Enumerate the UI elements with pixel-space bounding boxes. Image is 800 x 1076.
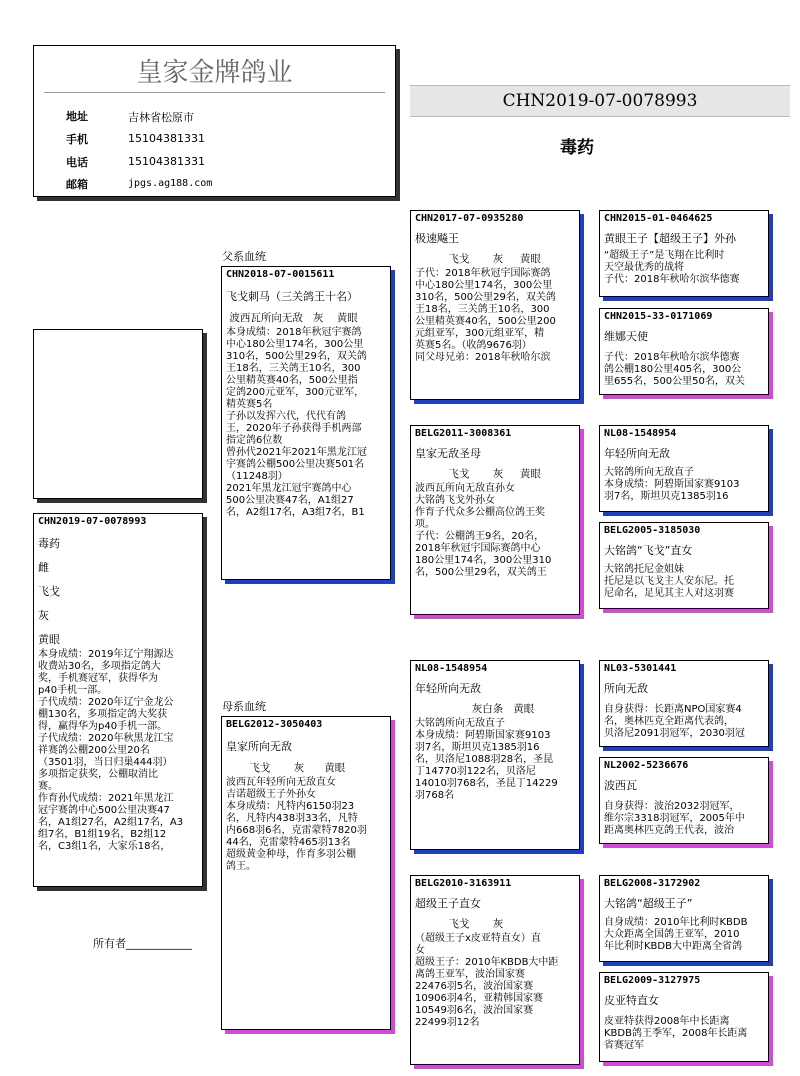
text-line: 本身成绩：凡特内6150羽23	[226, 801, 355, 812]
text-line: 托尼是以飞戈主人安东尼。托	[604, 576, 734, 587]
company-name: 皇家金牌鸽业	[136, 58, 293, 88]
father-line-label: 父系血统	[222, 250, 266, 263]
text-line: 省赛冠军	[604, 1040, 644, 1051]
text-line: 距离奥林匹克鸽王代表，波治	[604, 825, 734, 836]
mobile-label: 手机	[66, 133, 88, 146]
achievement-text	[411, 481, 579, 579]
text-line: 公里精英赛40名，500公里200	[415, 316, 556, 327]
achievement-text	[411, 931, 579, 1029]
ring-number: CHN2017-07-0935280	[415, 213, 524, 224]
text-line: 作育子代众多公棚高位鸽王奖	[415, 507, 545, 518]
text-line: 吉诺超级王子外孙女	[226, 789, 316, 800]
text-line: 同父母兄弟：2018年秋哈尔滨	[415, 352, 551, 363]
text-line: 组7名，B1组19名，B2组12	[38, 829, 167, 840]
text-line: 名，500公里29名，双关鸽王	[415, 567, 547, 578]
text-line: 冠宇赛鸽中心500公里决赛47	[38, 805, 170, 816]
ring-number: BELG2010-3163911	[415, 878, 512, 889]
ring-number: CHN2018-07-0015611	[226, 269, 335, 280]
paternal-grandmother-card	[410, 425, 580, 615]
photo-box	[33, 329, 203, 499]
text-line: （3501羽，当日归巢444羽）	[38, 757, 173, 768]
text-line: 自身获得：长距离NPO国家赛4	[604, 704, 742, 715]
text-line: 子代成绩：2020年辽宁金龙公	[38, 697, 174, 708]
text-line: 离鸽王亚军，波治国家赛	[415, 969, 525, 980]
pigeon-name: 维娜天使	[604, 330, 648, 343]
text-line: 收费站30名，多项指定鸽大	[38, 661, 161, 672]
owner-panel	[33, 45, 396, 197]
header-name: 毒药	[560, 138, 594, 158]
mother-line-label: 母系血统	[222, 700, 266, 713]
maternal-grandmother-card	[410, 875, 580, 1065]
text-line: 超级王子：2010年KBDB大中距	[415, 957, 559, 968]
text-line: 子代成绩：2020年秋黑龙江宝	[38, 733, 174, 744]
text-line: 祥赛鸽公棚200公里20名	[38, 745, 150, 756]
text-line: 王，2020年子孙获得手机两部	[226, 423, 362, 434]
text-line: 赛。	[38, 781, 58, 792]
text-line: 2021年黑龙江冠宇赛鸽中心	[226, 483, 352, 494]
pigeon-name: 皇家所向无敌	[226, 740, 292, 753]
text-line: 贝洛尼2091羽冠军，2030羽冠	[604, 728, 745, 739]
text-line: 大铭鸽托尼金姐妹	[604, 564, 684, 575]
text-line: 2018年秋冠宇国际赛鸽中心	[415, 543, 541, 554]
text-line: 波西瓦所向无敌直孙女	[415, 483, 515, 494]
text-line: （11248羽）	[226, 471, 288, 482]
ring-number: BELG2011-3008361	[415, 428, 512, 439]
text-line: 大铭鸽飞戈外孙女	[415, 495, 495, 506]
text-line: 曾孙代2021年2021年黑龙江冠	[226, 447, 367, 458]
ring-number: NL2002-5236676	[604, 760, 689, 771]
achievement-text	[222, 775, 390, 873]
great-grandparent-card	[599, 757, 769, 844]
text-line: 羽7名，斯坦贝克1385羽16	[604, 491, 729, 502]
text-line: 310名，500公里29名，双关鸽	[226, 351, 367, 362]
pigeon-eye: 黄眼	[38, 633, 60, 646]
text-line: 名，凡特内438羽33名，凡特	[226, 813, 358, 824]
text-line: 名，C3组1名，大家乐18名，	[38, 841, 171, 852]
pigeon-name: 皮亚特直女	[604, 994, 659, 1007]
ring-number: NL03-5301441	[604, 663, 677, 674]
text-line: 英赛5名。（收鸽9676羽）	[415, 340, 532, 351]
text-line: 10906羽4名，亚精韩国家赛	[415, 993, 544, 1004]
pigeon-name: 黄眼王子【超级王子】外孙	[604, 232, 736, 245]
text-line: 羽7名，斯坦贝克1385羽16	[415, 742, 540, 753]
text-line: 宇赛鸽公棚500公里决赛501名	[226, 459, 365, 470]
text-line: 子代：2018年秋哈尔滨华德赛	[604, 352, 740, 363]
text-line: 本身成绩：2018年秋冠宇赛鸽	[226, 327, 362, 338]
phone-value: 15104381331	[128, 155, 205, 168]
text-line: 本身成绩：阿碧斯国家赛9103	[415, 730, 551, 741]
ring-number: BELG2005-3185030	[604, 525, 701, 536]
text-line: 年比利时KBDB大中距离全省鸽	[604, 941, 742, 952]
text-line: 公里精英赛40名，500公里指	[226, 375, 358, 386]
pigeon-attrs: 飞戈 灰 黄眼	[226, 762, 346, 774]
text-line: 子代：2018年秋哈尔滨华德赛	[604, 274, 740, 285]
text-line: 22476羽5名，波治国家赛	[415, 981, 534, 992]
ring-number: NL08-1548954	[415, 663, 488, 674]
text-line: 元组亚军，300元组亚军，精	[415, 328, 545, 339]
phone-label: 电话	[66, 156, 88, 169]
maternal-grandfather-card	[410, 660, 580, 850]
text-line: 天空最优秀的战将	[604, 262, 684, 273]
text-line: 作育孙代成绩：2021年黑龙江	[38, 793, 174, 804]
subject-card	[33, 513, 203, 887]
text-line: 10549羽6名，波治国家赛	[415, 1005, 534, 1016]
mobile-value: 15104381331	[128, 132, 205, 145]
text-line: 14010羽768名，圣昆丁14229	[415, 778, 558, 789]
ring-number: BELG2008-3172902	[604, 878, 701, 889]
text-line: 22499羽12名	[415, 1017, 480, 1028]
text-line: 定鸽200元亚军，300元亚军，	[226, 387, 365, 398]
great-grandparent-card	[599, 425, 769, 512]
text-line: 子孙以发挥六代，代代有鸽	[226, 411, 346, 422]
achievement-text	[34, 647, 202, 853]
pigeon-attrs: 飞戈 灰	[415, 918, 504, 930]
text-line: 500公里决赛47名，A1组27	[226, 495, 354, 506]
achievement-text	[411, 266, 579, 364]
text-line: p40手机一部。	[38, 685, 108, 696]
email-value: jpgs.ag188.com	[128, 178, 213, 189]
pigeon-name: 毒药	[38, 537, 60, 550]
ring-number: CHN2019-07-0078993	[38, 516, 147, 527]
ring-number: BELG2012-3050403	[226, 719, 323, 730]
text-line: 王18名，三关鸽王10名，300	[226, 363, 361, 374]
pigeon-name: 飞戈刺马（三关鸽王十名）	[226, 290, 358, 303]
text-line: 310名，500公里29名，双关鸽	[415, 292, 556, 303]
text-line: 王18名，三关鸽王10名，300	[415, 304, 550, 315]
pigeon-name: 年轻所向无敌	[604, 447, 670, 460]
text-line: 44名，克雷蒙特465羽13名	[226, 837, 351, 848]
text-line: 内668羽6名，克雷蒙特7820羽	[226, 825, 367, 836]
pigeon-strain: 飞戈	[38, 585, 60, 598]
text-line: 皮亚特获得2008年中长距离	[604, 1016, 730, 1027]
text-line: 名，贝洛尼1088羽28名，圣昆	[415, 754, 554, 765]
text-line: 羽768名	[415, 790, 455, 801]
pigeon-name: 极速飚王	[415, 232, 459, 245]
text-line: 180公里174名，300公里310	[415, 555, 552, 566]
text-line: 丁14770羽122名，贝洛尼	[415, 766, 536, 777]
achievement-text	[222, 325, 390, 519]
text-line: 本身成绩：2019年辽宁翔源达	[38, 649, 174, 660]
company-underline	[44, 92, 385, 93]
text-line: 指定鸽6位数	[226, 435, 283, 446]
pigeon-name: 年轻所向无敌	[415, 682, 481, 695]
text-line: 项。	[415, 519, 435, 530]
great-grandparent-card	[599, 972, 769, 1062]
address-label: 地址	[66, 110, 88, 123]
owner-signature: 所有者____________	[93, 937, 192, 950]
great-grandparent-card	[599, 210, 769, 297]
pigeon-name: 皇家无敌圣母	[415, 447, 481, 460]
text-line: 棚130名，多项指定鸽大奖获	[38, 709, 168, 720]
paternal-grandfather-card	[410, 210, 580, 400]
text-line: （超级王子x皮亚特直女）直	[415, 933, 541, 944]
pigeon-attrs: 灰白条 黄眼	[415, 703, 535, 715]
pigeon-name: 大铭鸽“飞戈”直女	[604, 544, 693, 557]
text-line: “超级王子”是飞翔在比利时	[604, 250, 725, 261]
text-line: 大铭鸽所向无敌直子	[604, 467, 694, 478]
text-line: 名，奥林匹克全距离代表鸽，	[604, 716, 734, 727]
text-line: 子代：2018年秋冠宇国际赛鸽	[415, 268, 551, 279]
text-line: 中心180公里174名，300公里	[226, 339, 364, 350]
text-line: 精英赛5名	[226, 399, 273, 410]
achievement-text	[411, 716, 579, 802]
pigeon-name: 波西瓦	[604, 779, 637, 792]
text-line: 奖，手机赛冠军，获得华为	[38, 673, 158, 684]
email-label: 邮箱	[66, 178, 88, 191]
great-grandparent-card	[599, 875, 769, 962]
text-line: 里655名，500公里50名，双关	[604, 376, 745, 387]
text-line: 大铭鸽所向无敌直子	[415, 718, 505, 729]
pigeon-name: 超级王子直女	[415, 897, 481, 910]
text-line: 大众距离全国鸽王亚军，2010	[604, 929, 740, 940]
pigeon-name: 所向无敌	[604, 682, 648, 695]
ring-number: CHN2015-33-0171069	[604, 311, 713, 322]
pigeon-name: 大铭鸽“超级王子”	[604, 897, 693, 910]
address-value: 吉林省松原市	[128, 111, 194, 124]
text-line: 波西瓦年轻所向无敌直女	[226, 777, 336, 788]
text-line: 名，A2组17名，A3组7名，B1	[226, 507, 365, 518]
text-line: 名，A1组27名，A2组17名，A3	[38, 817, 184, 828]
father-card	[221, 266, 391, 580]
pigeon-color: 灰	[38, 609, 49, 622]
text-line: 维尔宗3318羽冠军，2005年中	[604, 813, 745, 824]
text-line: 自身获得：波治2032羽冠军，	[604, 801, 740, 812]
header-ring-bar	[410, 85, 790, 117]
great-grandparent-card	[599, 308, 769, 395]
pigeon-attrs: 飞戈 灰 黄眼	[415, 468, 541, 480]
text-line: 鸽公棚180公里405名，300公	[604, 364, 742, 375]
text-line: 尼命名，足见其主人对这羽赛	[604, 588, 734, 599]
text-line: 本身成绩：阿碧斯国家赛9103	[604, 479, 740, 490]
text-line: 中心180公里174名，300公里	[415, 280, 553, 291]
text-line: 鸽王。	[226, 861, 256, 872]
pigeon-attrs: 飞戈 灰 黄眼	[415, 253, 541, 265]
text-line: 子代：公棚鸽王9名，20名，	[415, 531, 545, 542]
text-line: 超级黄金种母，作育多羽公棚	[226, 849, 356, 860]
header-ring: CHN2019-07-0078993	[502, 91, 698, 111]
great-grandparent-card	[599, 522, 769, 609]
great-grandparent-card	[599, 660, 769, 747]
text-line: 女	[415, 945, 425, 956]
text-line: 自身成绩：2010年比利时KBDB	[604, 917, 748, 928]
ring-number: NL08-1548954	[604, 428, 677, 439]
text-line: KBDB鸽王季军，2008年长距离	[604, 1028, 748, 1039]
ring-number: CHN2015-01-0464625	[604, 213, 713, 224]
text-line: 得，赢得华为p40手机一部。	[38, 721, 168, 732]
pigeon-attrs: 波西瓦所向无敌 灰 黄眼	[226, 312, 358, 324]
mother-card	[221, 716, 391, 1030]
pigeon-sex: 雌	[38, 561, 49, 574]
text-line: 多项指定获奖，公棚取消比	[38, 769, 158, 780]
ring-number: BELG2009-3127975	[604, 975, 701, 986]
